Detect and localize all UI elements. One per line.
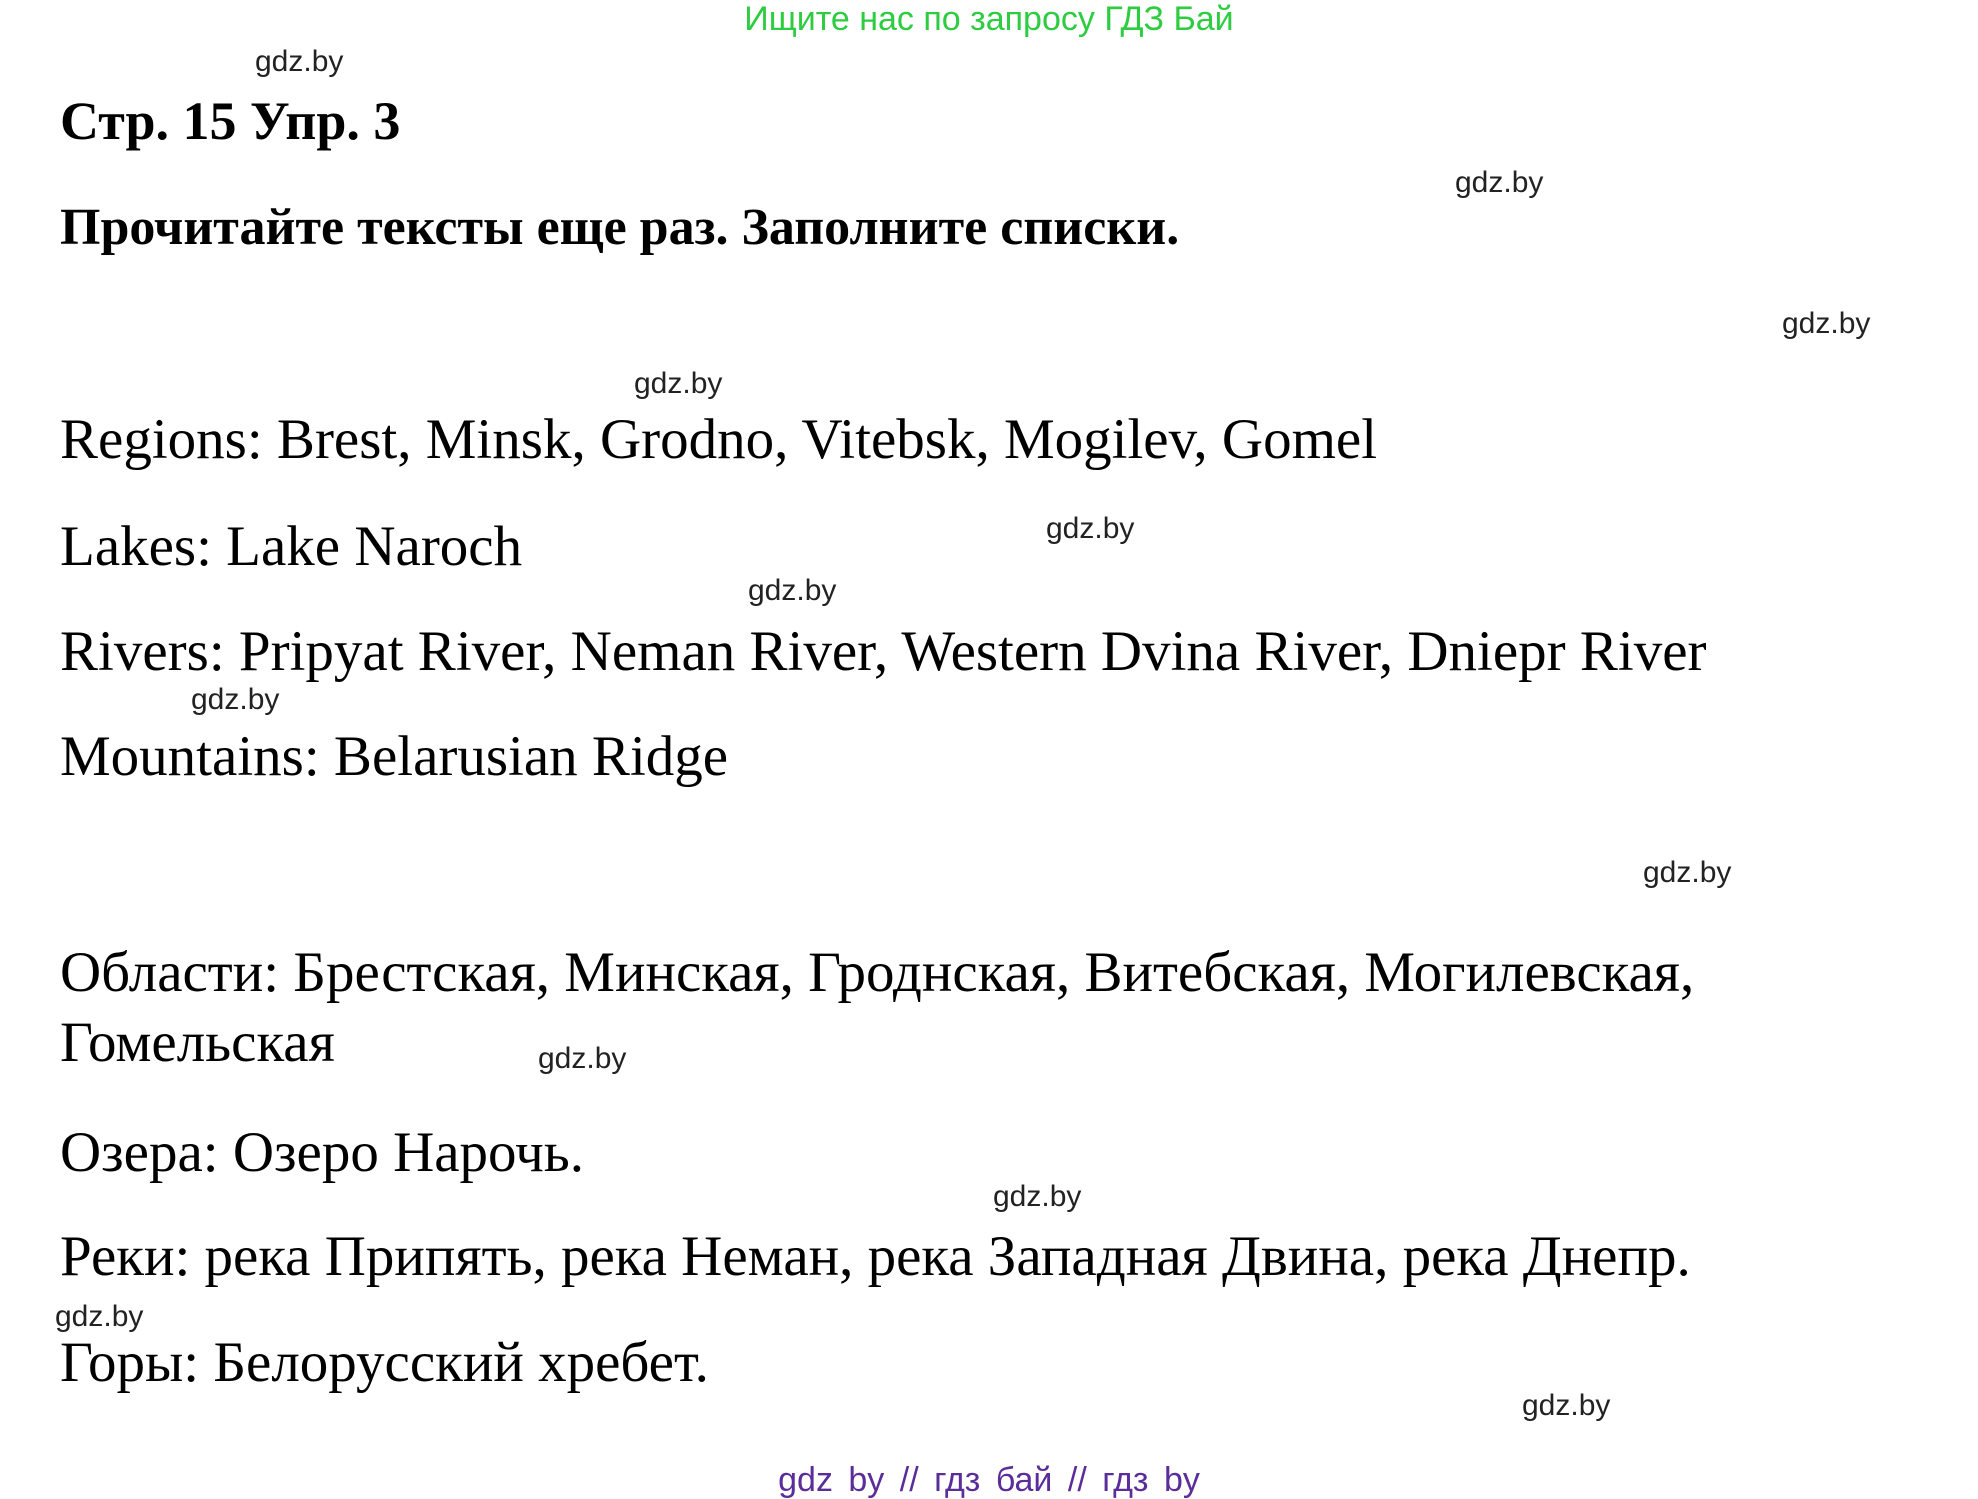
page-title: Стр. 15 Упр. 3 — [60, 91, 401, 151]
task-instruction: Прочитайте тексты еще раз. Заполните списки. — [60, 199, 1180, 256]
watermark: gdz.by — [748, 574, 837, 607]
english-mountains-line: Mountains: Belarusian Ridge — [60, 725, 729, 788]
russian-regions-line-2: Гомельская — [60, 1011, 335, 1074]
russian-regions-line-1: Области: Брестская, Минская, Гроднская, Витебская, Могилевская, — [60, 941, 1695, 1004]
watermark: gdz.by — [538, 1042, 627, 1075]
watermark: gdz.by — [255, 45, 344, 78]
watermark: gdz.by — [993, 1180, 1082, 1213]
russian-lakes-line: Озера: Озеро Нарочь. — [60, 1121, 584, 1184]
watermark: gdz.by — [1046, 512, 1135, 545]
watermark: gdz.by — [634, 367, 723, 400]
watermark: gdz.by — [191, 683, 280, 716]
english-regions-line: Regions: Brest, Minsk, Grodno, Vitebsk, Mogilev, Gomel — [60, 408, 1378, 471]
russian-rivers-line: Реки: река Припять, река Неман, река Западная Двина, река Днепр. — [60, 1225, 1691, 1288]
footer-brand: gdz by // гдз бай // гдз by — [778, 1461, 1200, 1499]
english-rivers-line: Rivers: Pripyat River, Neman River, Western Dvina River, Dniepr River — [60, 620, 1707, 683]
watermark: gdz.by — [1522, 1389, 1611, 1422]
watermark: gdz.by — [1455, 166, 1544, 199]
watermark: gdz.by — [1782, 307, 1871, 340]
search-banner: Ищите нас по запросу ГДЗ Бай — [744, 0, 1234, 38]
russian-mountains-line: Горы: Белорусский хребет. — [60, 1331, 709, 1394]
watermark: gdz.by — [55, 1300, 144, 1333]
english-lakes-line: Lakes: Lake Naroch — [60, 515, 523, 578]
watermark: gdz.by — [1643, 856, 1732, 889]
